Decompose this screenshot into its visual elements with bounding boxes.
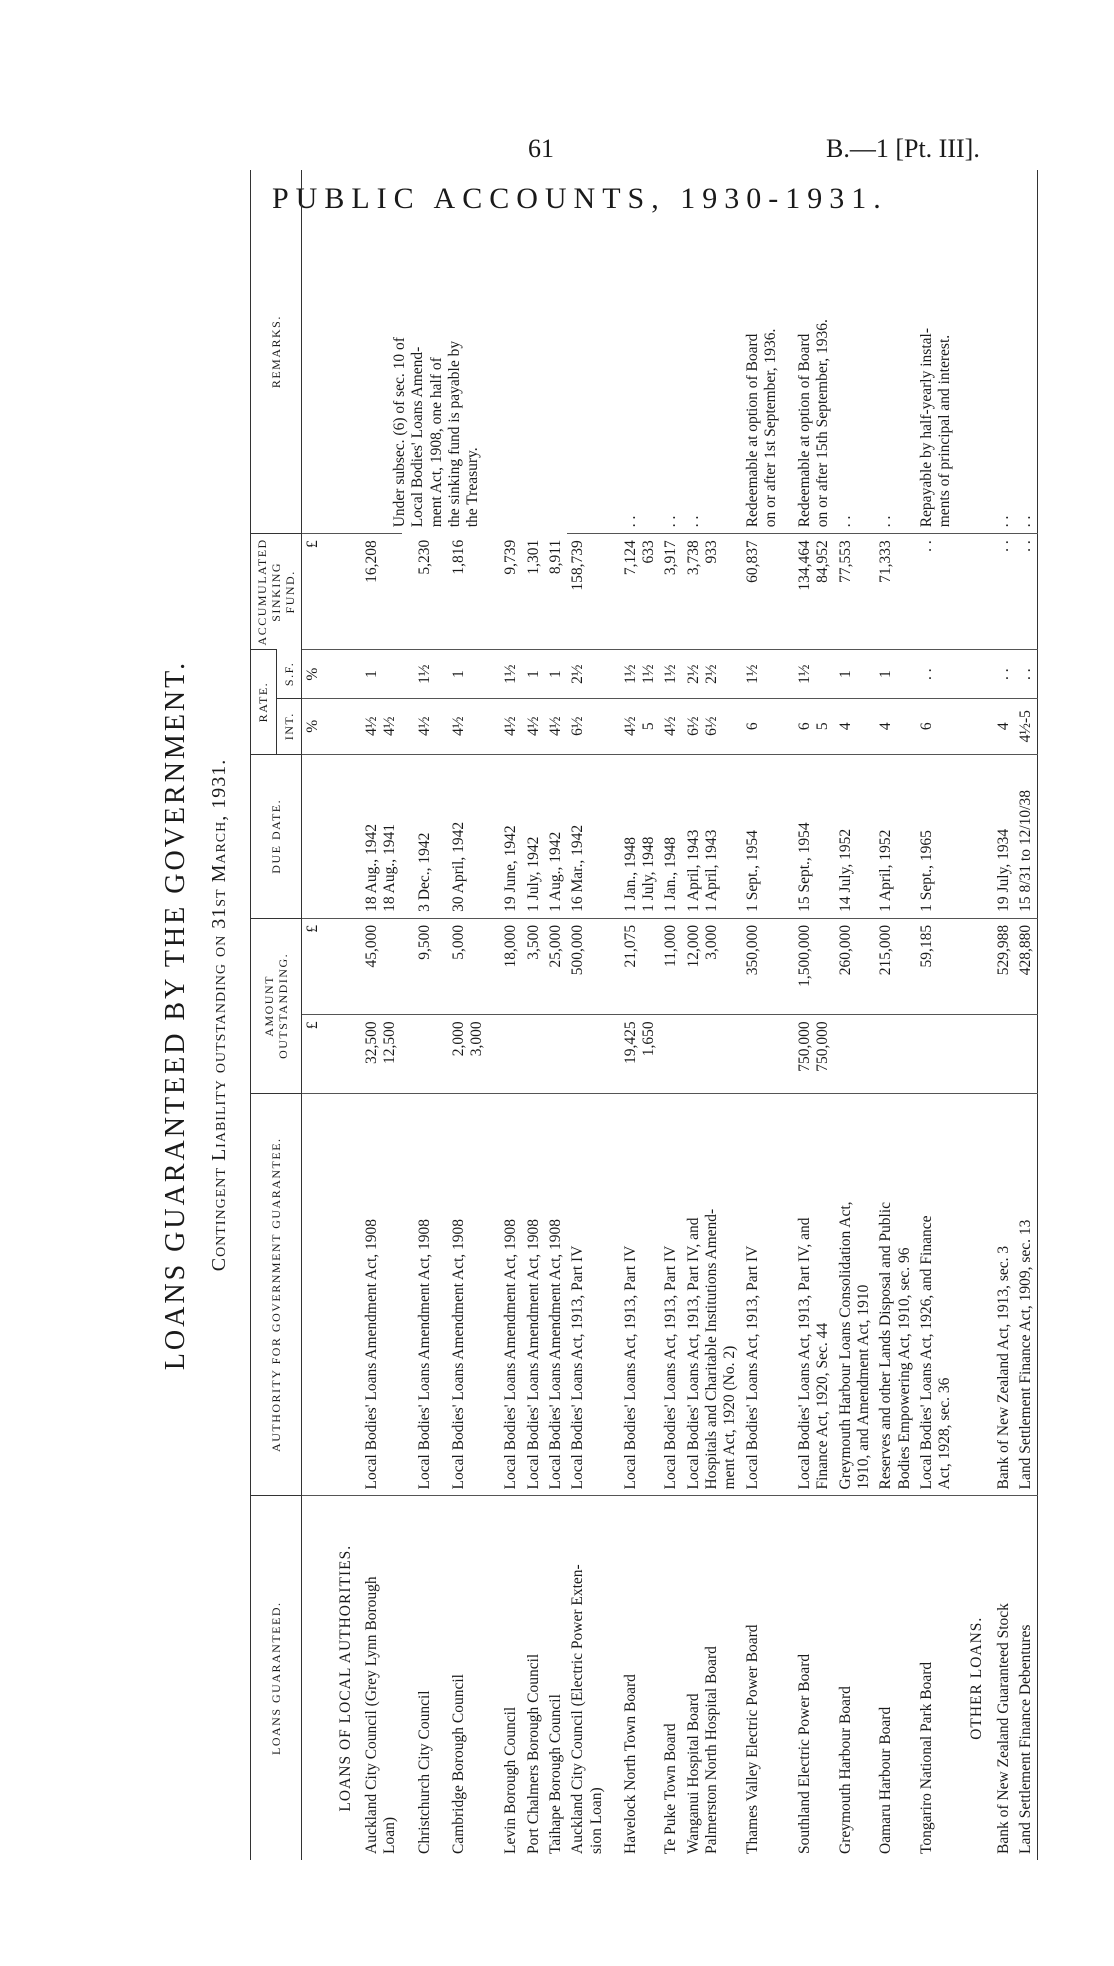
interest-rate: 4½ [436,698,489,754]
amount-total: 529,988 [993,918,1015,1015]
amount-total: 260,000 [835,918,876,1015]
sinking-fund-rate: 1 [523,650,545,698]
sinking-fund-rate: 1 [875,650,916,698]
loan-name: Port Chalmers Borough Council [523,1496,545,1860]
due-date: 1 Sept., 1965 [916,754,957,918]
due-date: 30 April, 1942 [436,754,489,918]
subtitle-rest: Liability outstanding on 31st March, 1931. [208,758,230,1162]
remarks: ments of principal and interest. [936,334,954,528]
interest-rate: 4 [875,698,916,754]
loan-name: Southland Electric Power Board [782,1496,835,1860]
accumulated-fund: 1,301 [524,539,542,575]
authority: Local Bodies' Loans Amendment Act, 1908 [488,1093,522,1496]
loan-name: Loan) [381,1816,399,1854]
col-amount-outstanding: AMOUNT OUTSTANDING. [251,918,302,1093]
accumulated-fund: . . [993,534,1015,650]
sinking-fund-rate: . . [916,650,957,698]
due-date: 19 July, 1934 [993,754,1015,918]
remarks: . . [836,515,854,528]
authority: Local Bodies' Loans Act, 1913, Part IV, and [796,1217,814,1490]
section-heading-local: LOANS OF LOCAL AUTHORITIES. [336,1544,354,1812]
sinking-fund-rate: 1½ [640,664,658,684]
interest-rate: 4½ [363,716,381,736]
amount-total: 3,500 [523,918,545,1015]
accumulated-fund: 9,739 [502,539,520,575]
loan-name: Taihape Borough Council [545,1496,567,1860]
interest-rate: 4½ [402,698,436,754]
publication-title: PUBLIC ACCOUNTS, 1930-1931. [272,182,888,215]
sinking-fund-rate: 1 [361,650,402,698]
page-reference: B.—1 [Pt. III]. [826,134,980,163]
due-date: 1 Jan., 1948 [621,836,639,912]
authority: Local Bodies' Loans Amendment Act, 1908 [361,1093,402,1496]
amount-total: 59,185 [916,918,957,1015]
authority: Bank of New Zealand Act, 1913, sec. 3 [993,1093,1015,1496]
amount-part: 750,000 [814,1021,832,1072]
authority: Local Bodies' Loans Amendment Act, 1908 [402,1093,436,1496]
amount-total: 215,000 [875,918,916,1015]
table-row [608,170,661,1860]
amount-total: 11,000 [660,918,682,1015]
sinking-fund-rate: 1 [436,650,489,698]
loan-name: Auckland City Council (Grey Lynn Borough [363,1576,381,1854]
accumulated-fund: 71,333 [875,534,916,650]
loan-name: Cambridge Borough Council [436,1496,489,1860]
due-date: 1 April, 1943 [684,829,702,912]
remarks: . . [994,515,1012,528]
col-rate: RATE. [251,650,277,754]
authority: Greymouth Harbour Loans Consolidation Act, [836,1201,854,1490]
remarks: . . [1016,515,1034,528]
accumulated-fund: 84,952 [814,540,832,583]
accumulated-fund: 16,208 [361,534,402,650]
amount-total: 3,000 [702,924,720,960]
interest-rate: 4½ [523,698,545,754]
sinking-fund-rate: 2½ [702,664,720,684]
table-row [835,170,876,1860]
col-rate-sf: S.F. [276,650,302,698]
remarks: the sinking fund is payable by [445,340,463,528]
document-title: LOANS GUARANTEED BY THE GOVERNMENT. [160,659,191,1371]
sinking-fund-rate: 1 [545,650,567,698]
table-row [361,170,402,1860]
interest-rate: 4½ [621,716,639,736]
due-date: 15 8/31 to 12/10/38 [1015,754,1038,918]
amount-total: 25,000 [545,918,567,1015]
sinking-fund-rate: 1½ [488,650,522,698]
amount-total: 21,075 [608,918,661,1015]
interest-rate: 4 [993,698,1015,754]
due-date: 1 Sept., 1954 [742,754,783,918]
amount-total: 428,880 [1015,918,1038,1015]
table-row [660,170,682,1860]
authority: Land Settlement Finance Act, 1909, sec. 13 [1015,1093,1038,1496]
table-row [875,170,916,1860]
authority: Local Bodies' Loans Act, 1913, Part IV, and [684,1217,702,1490]
amount-total: 350,000 [742,918,783,1015]
table-row [1015,170,1038,1860]
interest-rate: 4½ [488,698,522,754]
loan-name: Auckland City Council (Electric Power Exten- [569,1564,587,1854]
amount-part: 19,425 [621,1021,639,1065]
interest-rate: 4½ [545,698,567,754]
accumulated-fund: 60,837 [742,534,783,650]
due-date: 14 July, 1952 [835,754,876,918]
sinking-fund-rate: 1 [835,650,876,698]
amount-total: 1,500,000 [782,918,835,1015]
unit-pound: £ [302,534,325,650]
unit-pound: £ [302,918,325,1015]
remarks: Under subsec. (6) of sec. 10 of [391,337,409,528]
amount-total: 45,000 [361,918,402,1015]
loan-name: Levin Borough Council [488,1496,522,1860]
interest-rate: 6½ [567,698,608,754]
amount-part: 12,500 [381,1021,399,1065]
table-row [782,170,835,1860]
col-authority: AUTHORITY FOR GOVERNMENT GUARANTEE. [251,1093,302,1496]
accumulated-fund: 7,124 [621,540,639,576]
unit-percent: % [302,650,325,698]
loan-name: Wanganui Hospital Board [684,1693,702,1854]
accumulated-fund: 933 [702,540,720,564]
table-row [742,170,783,1860]
remarks: . . [877,515,895,528]
loan-name: Greymouth Harbour Board [835,1496,876,1860]
col-accumulated-sinking-fund: ACCUMULATED SINKING FUND. [251,534,302,650]
table-row [683,170,742,1860]
due-date: 18 Aug., 1942 [363,824,381,912]
remarks: on or after 15th September, 1936. [814,319,832,528]
interest-rate: 6 [742,698,783,754]
amount-part: 1,650 [640,1021,658,1057]
authority: Local Bodies' Loans Amendment Act, 1908 [545,1093,567,1496]
table-row [916,170,957,1860]
sinking-fund-rate: 2½ [567,650,608,698]
subtitle-lead: Contingent [208,1167,230,1272]
sinking-fund-rate: 1½ [402,650,436,698]
due-date: 18 Aug., 1941 [381,824,399,912]
authority: Bodies Empowering Act, 1910, sec. 96 [895,1247,913,1490]
authority: Hospitals and Charitable Institutions Amend- [702,1208,720,1490]
remarks: on or after 1st September, 1936. [761,328,779,528]
due-date: 1 July, 1948 [640,836,658,912]
sinking-fund-rate: . . [993,650,1015,698]
remarks: the Treasury. [464,447,482,528]
due-date: 15 Sept., 1954 [782,754,835,918]
unit-pound: £ [302,1015,325,1093]
accumulated-fund: 1,816 [449,539,467,575]
accumulated-fund: 633 [640,540,658,564]
amount-total: 500,000 [567,918,608,1015]
sinking-fund-rate: 1½ [660,650,682,698]
remarks: ment Act, 1908, one half of [427,357,445,528]
amount-total: 12,000 [684,924,702,968]
table-row [993,170,1015,1860]
interest-rate: 5 [814,722,832,731]
remarks: Redeemable at option of Board [743,333,761,528]
interest-rate: 4 [835,698,876,754]
col-remarks: REMARKS. [251,170,302,534]
table-row [567,170,608,1860]
loan-name: Oamaru Harbour Board [875,1496,916,1860]
interest-rate: 4½-5 [1015,698,1038,754]
remarks: . . [621,515,639,528]
due-date: 3 Dec., 1942 [402,754,436,918]
authority: Act, 1928, sec. 36 [936,1377,954,1490]
amount-part: 3,000 [468,1021,486,1057]
due-date: 1 April, 1943 [702,829,720,912]
accumulated-fund: 134,464 [796,540,814,591]
authority: Finance Act, 1920, Sec. 44 [814,1322,832,1490]
loan-name: Havelock North Town Board [608,1496,661,1860]
section-row [325,170,361,1860]
accumulated-fund: 8,911 [547,539,564,575]
table-header-row [251,170,277,1860]
accumulated-fund: 77,553 [835,534,876,650]
loans-table [250,170,1038,1860]
accumulated-fund: 5,230 [415,539,433,575]
accumulated-fund: 3,738 [684,540,702,576]
loan-name: Land Settlement Finance Debentures [1015,1496,1038,1860]
amount-part: 750,000 [796,1021,814,1072]
accumulated-fund: 3,917 [660,534,682,650]
loan-name: Palmerston North Hospital Board [702,1646,720,1854]
authority: Local Bodies' Loans Act, 1913, Part IV [567,1093,608,1496]
col-rate-int: INT. [276,698,302,754]
authority: Local Bodies' Loans Act, 1926, and Finance [917,1215,935,1490]
amount-part: 32,500 [363,1021,381,1065]
loan-name: Thames Valley Electric Power Board [742,1496,783,1860]
section-heading-other: OTHER LOANS. [968,1616,986,1740]
accumulated-fund: . . [1015,534,1038,650]
interest-rate: 4½ [381,716,399,736]
sinking-fund-rate: 1½ [621,664,639,684]
authority: 1910, and Amendment Act, 1910 [854,1284,872,1490]
due-date: 19 June, 1942 [488,754,522,918]
col-due-date: DUE DATE. [251,754,302,918]
authority: Local Bodies' Loans Act, 1913, Part IV [742,1093,783,1496]
page-number: 61 [528,134,554,163]
amount-part: 2,000 [449,1021,467,1057]
authority: Local Bodies' Loans Amendment Act, 1908 [523,1093,545,1496]
due-date: 1 Jan., 1948 [660,754,682,918]
loan-name: Tongariro National Park Board [916,1496,957,1860]
authority: Local Bodies' Loans Act, 1913, Part IV [660,1093,682,1496]
authority: Local Bodies' Loans Amendment Act, 1908 [436,1093,489,1496]
interest-rate: 4½ [660,698,682,754]
remarks: Redeemable at option of Board [796,333,814,528]
units-row [302,170,325,1860]
due-date: 1 July, 1942 [523,754,545,918]
rotated-page-body [120,140,1034,1890]
interest-rate: 6½ [702,716,720,736]
accumulated-fund: . . [916,534,957,650]
due-date: 1 Aug., 1942 [545,754,567,918]
sinking-fund-rate: . . [1015,650,1038,698]
amount-total: 18,000 [488,918,522,1015]
authority: Local Bodies' Loans Act, 1913, Part IV [608,1093,661,1496]
sinking-fund-rate: 1½ [782,650,835,698]
col-loans-guaranteed: LOANS GUARANTEED. [251,1496,302,1860]
remarks: . . [684,515,702,528]
loan-name: sion Loan) [587,1787,605,1854]
interest-rate: 5 [640,722,658,731]
due-date: 16 Mar., 1942 [567,754,608,918]
interest-rate: 6 [796,722,814,731]
loan-name: Christchurch City Council [402,1496,436,1860]
amount-total: 9,500 [402,918,436,1015]
amount-total: 5,000 [436,918,489,1015]
sinking-fund-rate: 2½ [684,664,702,684]
remarks: Repayable by half-yearly instal- [917,328,935,528]
document-subtitle [208,140,231,1890]
authority: Reserves and other Lands Disposal and Public [877,1201,895,1490]
unit-percent: % [302,698,325,754]
authority: ment Act, 1920 (No. 2) [721,1345,739,1490]
remarks: Local Bodies' Loans Amend- [409,346,427,528]
loan-name: Te Puke Town Board [660,1496,682,1860]
accumulated-fund: 158,739 [567,534,608,650]
remarks: . . [662,515,680,528]
interest-rate: 6 [916,698,957,754]
due-date: 1 April, 1952 [875,754,916,918]
sinking-fund-rate: 1½ [742,650,783,698]
section-row [956,170,992,1860]
interest-rate: 6½ [684,716,702,736]
loan-name: Bank of New Zealand Guaranteed Stock [993,1496,1015,1860]
